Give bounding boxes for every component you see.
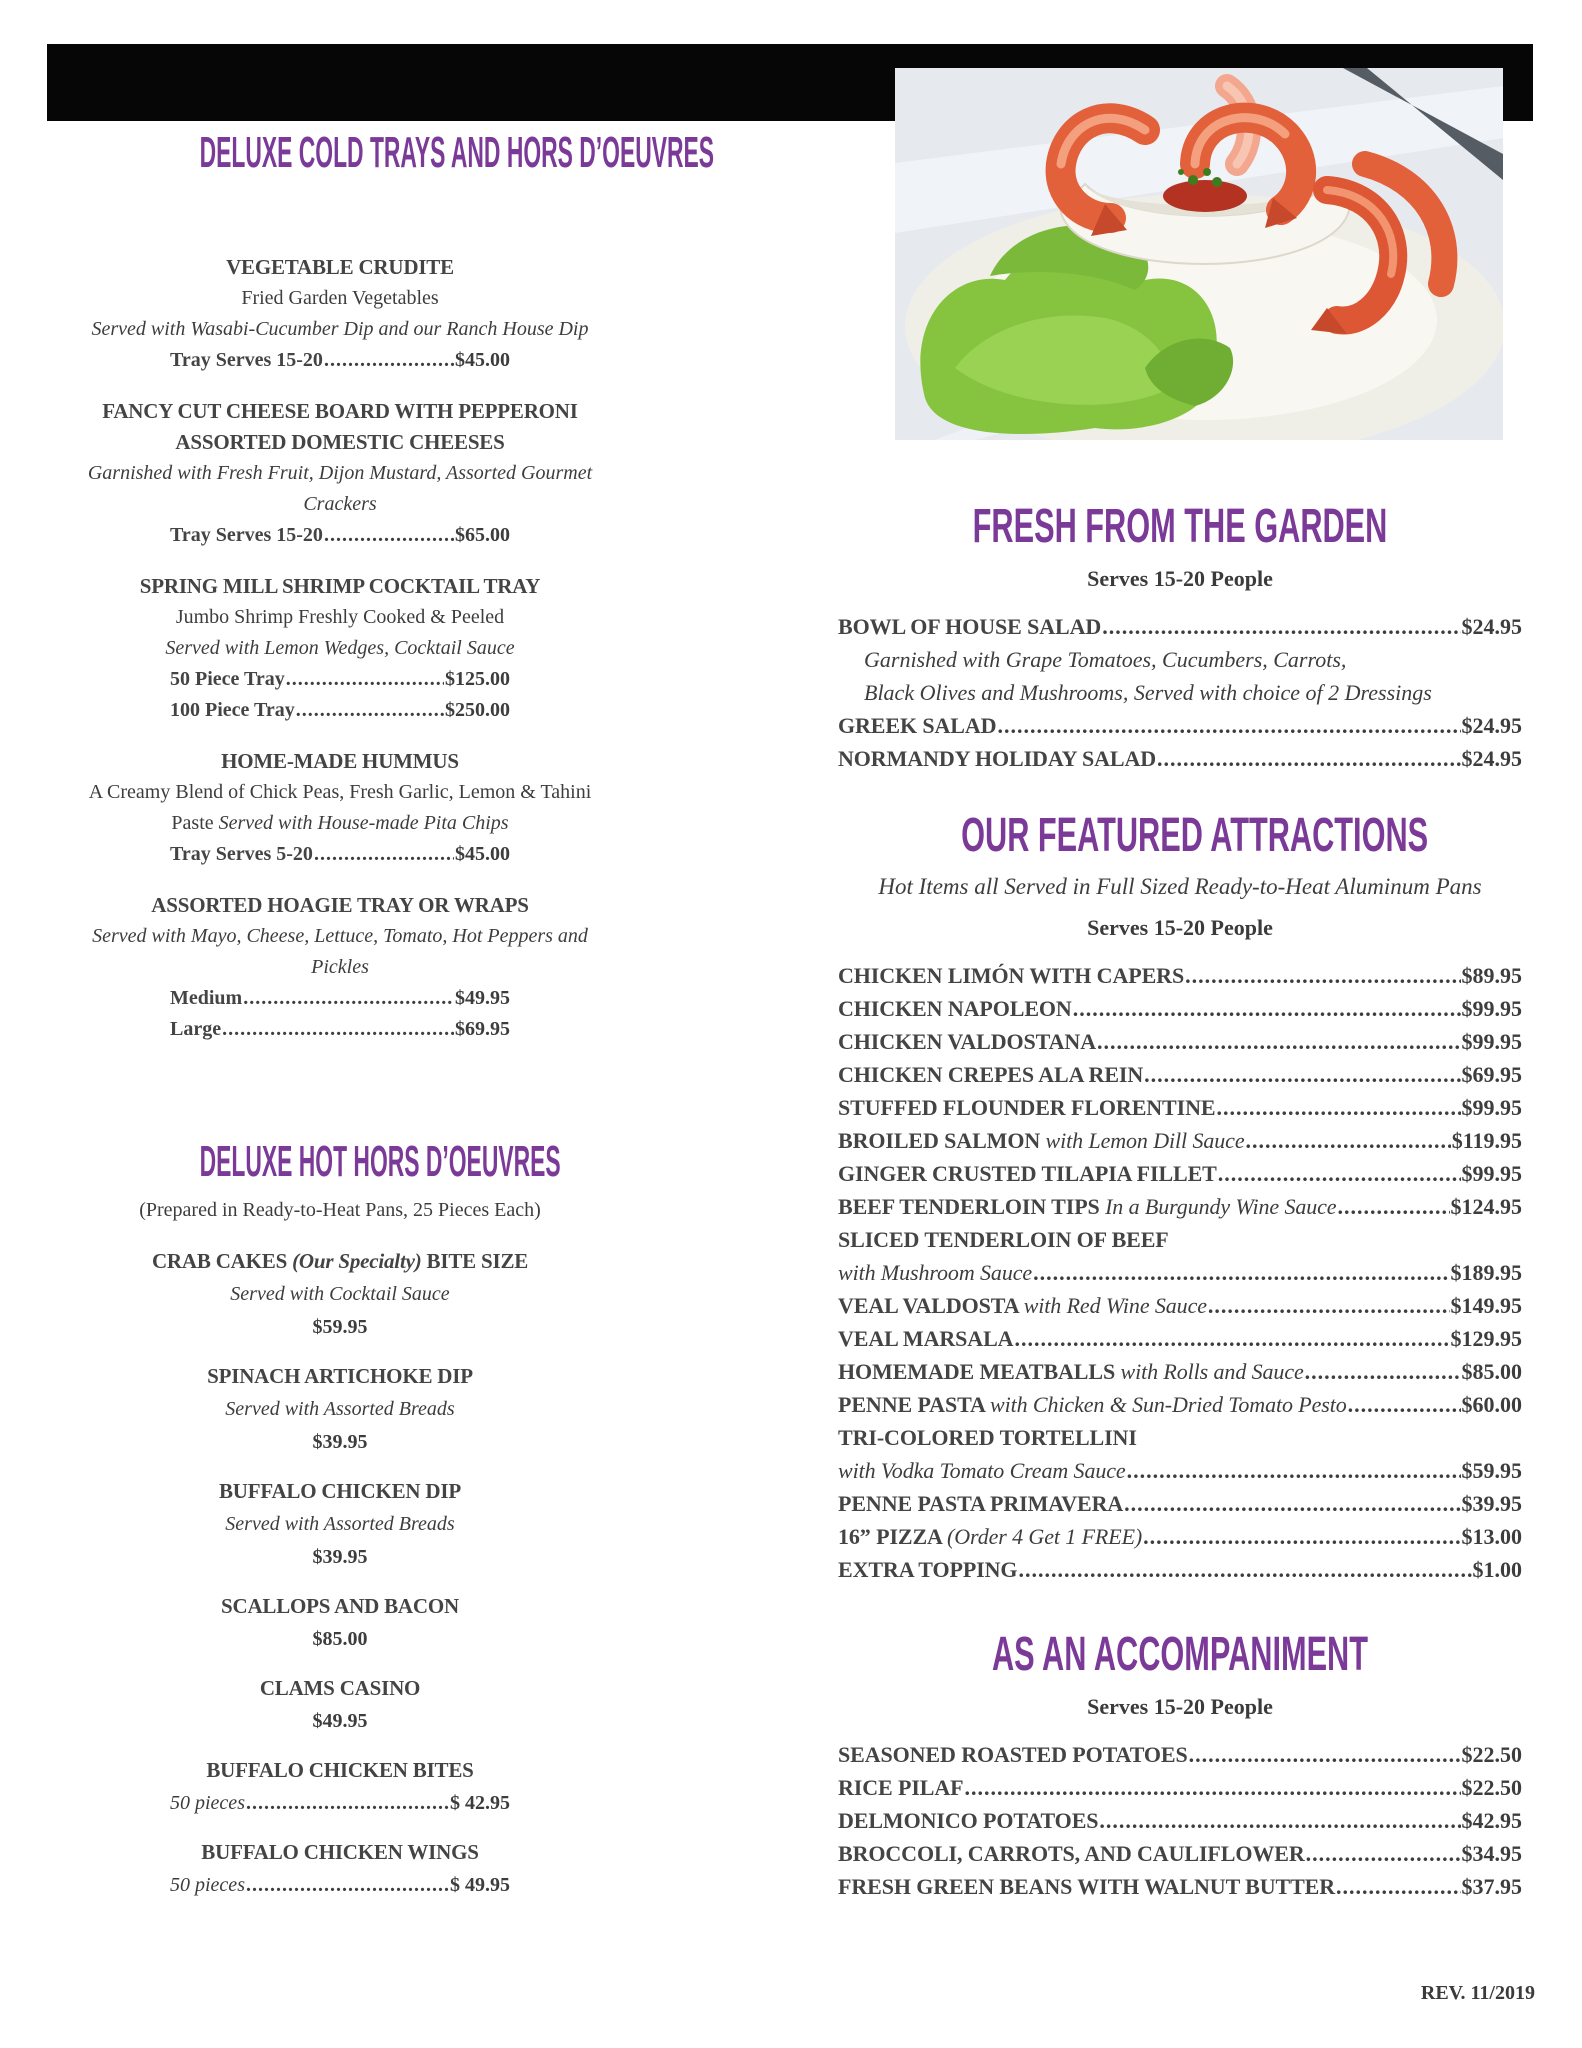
- item-label: [170, 1869, 245, 1902]
- price-row: [170, 345, 510, 376]
- price-row: [838, 610, 1522, 643]
- section-note: (Prepared in Ready-to-Heat Pans, 25 Pieces Each): [139, 1199, 541, 1221]
- text-part: VEAL MARSALA: [838, 1326, 1014, 1351]
- price-row: [838, 992, 1522, 1025]
- item-price: $24.95: [1461, 614, 1522, 639]
- dot-leader: [1018, 1553, 1471, 1586]
- item-label: [838, 1190, 1336, 1223]
- dot-leader: [314, 839, 454, 870]
- item-label: [838, 1487, 1123, 1520]
- section-accompaniment: [838, 1628, 1522, 1903]
- text-part: with Chicken & Sun-Dried Tomato Pesto: [990, 1392, 1347, 1417]
- text-part: CHICKEN VALDOSTANA: [838, 1029, 1096, 1054]
- item-description: Served with Assorted Breads: [225, 1398, 455, 1420]
- item-price: $45.00: [455, 349, 510, 371]
- price-row: [838, 1289, 1522, 1322]
- text-part: BROCCOLI, CARROTS, AND CAULIFLOWER: [838, 1841, 1305, 1866]
- text-part: FRESH GREEN BEANS WITH WALNUT BUTTER: [838, 1874, 1336, 1899]
- dot-leader: [324, 520, 454, 551]
- item-price: $1.00: [1472, 1557, 1522, 1582]
- text-part: with Vodka Tomato Cream Sauce: [838, 1458, 1126, 1483]
- item-price: $34.95: [1461, 1841, 1522, 1866]
- section-title-hot-hors: DELUXE HOT HORS D’OEUVRES: [199, 1137, 561, 1186]
- text-part: with Red Wine Sauce: [1023, 1293, 1207, 1318]
- text-part: 50 Piece Tray: [170, 668, 285, 690]
- text-part: SEASONED ROASTED POTATOES: [838, 1742, 1188, 1767]
- item-label: [170, 520, 323, 551]
- section-title-cold-trays: DELUXE COLD TRAYS AND HORS D’OEUVRES: [199, 128, 715, 177]
- accompaniment-item-list: [838, 1738, 1522, 1903]
- item-description: Garnished with Fresh Fruit, Dijon Mustard, Assorted Gourmet: [87, 462, 593, 484]
- text-part: 50 pieces: [170, 1792, 245, 1814]
- text-part: NORMANDY HOLIDAY SALAD: [838, 746, 1157, 771]
- text-part: (Our Specialty): [292, 1249, 422, 1273]
- text-part: STUFFED FLOUNDER FLORENTINE: [838, 1095, 1216, 1120]
- item-price: $60.00: [1461, 1392, 1522, 1417]
- item-label: [170, 664, 285, 695]
- text-part: TRI-COLORED TORTELLINI: [838, 1425, 1137, 1450]
- text-part: GREEK SALAD: [838, 713, 997, 738]
- item-label: [838, 1256, 1032, 1289]
- item-description: Pickles: [311, 956, 369, 978]
- text-part: Tray Serves 5-20: [170, 843, 313, 865]
- item-description: Garnished with Grape Tomatoes, Cucumbers, Carrots,: [864, 647, 1347, 672]
- item-price: $22.50: [1461, 1775, 1522, 1800]
- item-price: $39.95: [312, 1431, 368, 1453]
- dot-leader: [1306, 1837, 1461, 1870]
- item-label: [838, 1322, 1013, 1355]
- item-description: Black Olives and Mushrooms, Served with choice of 2 Dressings: [864, 680, 1432, 705]
- price-row: [838, 1355, 1522, 1388]
- text-part: RICE PILAF: [838, 1775, 964, 1800]
- price-row: [838, 1025, 1522, 1058]
- price-row: [838, 1124, 1522, 1157]
- item-label: [838, 709, 996, 742]
- item-price: $13.00: [1461, 1524, 1522, 1549]
- item-name: BUFFALO CHICKEN DIP: [219, 1479, 461, 1503]
- price-row: [170, 839, 510, 870]
- item-price: $39.95: [312, 1546, 368, 1568]
- dot-leader: [1143, 1520, 1460, 1553]
- price-row: [838, 1157, 1522, 1190]
- hot-hors-item-list: [70, 1245, 610, 1902]
- item-name: HOME-MADE HUMMUS: [221, 749, 459, 773]
- item-price: $149.95: [1450, 1293, 1522, 1318]
- dot-leader: [1336, 1870, 1460, 1903]
- item-price: $69.95: [455, 1018, 510, 1040]
- item-description: [70, 808, 610, 839]
- item-price: $99.95: [1461, 996, 1522, 1021]
- price-row: [838, 1256, 1522, 1289]
- item-label: [170, 345, 323, 376]
- item-description: Served with Lemon Wedges, Cocktail Sauce: [165, 637, 515, 659]
- item-price: $49.95: [455, 987, 510, 1009]
- text-part: HOMEMADE MEATBALLS: [838, 1359, 1121, 1384]
- price-row: [838, 1738, 1522, 1771]
- dot-leader: [1124, 1487, 1460, 1520]
- dot-leader: [296, 695, 444, 726]
- item-label: [838, 610, 1101, 643]
- item-label: [838, 1771, 964, 1804]
- item-label: [838, 1804, 1098, 1837]
- garden-item-list: [838, 610, 1522, 775]
- item-label: [838, 1355, 1304, 1388]
- section-hot-hors-doeuvres: [70, 1137, 610, 1902]
- item-price: $42.95: [1461, 1808, 1522, 1833]
- text-part: 50 pieces: [170, 1874, 245, 1896]
- item-price: $24.95: [1461, 746, 1522, 771]
- text-part: Tray Serves 15-20: [170, 524, 323, 546]
- price-row: [838, 1388, 1522, 1421]
- item-label: [838, 1157, 1217, 1190]
- dot-leader: [1305, 1355, 1461, 1388]
- item-name: BUFFALO CHICKEN BITES: [206, 1758, 474, 1782]
- item-description: Served with Cocktail Sauce: [230, 1283, 450, 1305]
- text-part: CRAB CAKES: [151, 1249, 293, 1273]
- text-part: BROILED SALMON: [838, 1128, 1046, 1153]
- price-row: [838, 1058, 1522, 1091]
- item-label: [838, 1058, 1143, 1091]
- text-part: (Order 4 Get 1 FREE): [947, 1524, 1143, 1549]
- revision-note: REV. 11/2019: [1420, 1982, 1535, 2004]
- dot-leader: [222, 1014, 454, 1045]
- item-description: A Creamy Blend of Chick Peas, Fresh Garlic, Lemon & Tahini: [88, 781, 592, 803]
- text-part: CHICKEN LIMÓN WITH CAPERS: [838, 963, 1185, 988]
- section-note: Hot Items all Served in Full Sized Ready-to-Heat Aluminum Pans: [878, 874, 1482, 899]
- item-name: FANCY CUT CHEESE BOARD WITH PEPPERONI: [102, 399, 578, 423]
- text-part: DELMONICO POTATOES: [838, 1808, 1099, 1833]
- item-label: [838, 1124, 1245, 1157]
- price-row: [170, 1869, 510, 1902]
- dot-leader: [965, 1771, 1461, 1804]
- left-column: [70, 128, 715, 1902]
- right-column: [838, 500, 1522, 1903]
- price-row: [170, 983, 510, 1014]
- dot-leader: [1208, 1289, 1450, 1322]
- item-description: Served with Mayo, Cheese, Lettuce, Tomato, Hot Peppers and: [92, 925, 588, 947]
- dot-leader: [1348, 1388, 1461, 1421]
- serves-note: Serves 15-20 People: [1087, 915, 1273, 940]
- price-row: [838, 959, 1522, 992]
- text-part: CHICKEN CREPES ALA REIN: [838, 1062, 1144, 1087]
- item-price: $37.95: [1461, 1874, 1522, 1899]
- text-part: PENNE PASTA PRIMAVERA: [838, 1491, 1124, 1516]
- dot-leader: [1127, 1454, 1461, 1487]
- serves-note: Serves 15-20 People: [1087, 1694, 1273, 1719]
- section-fresh-garden: [838, 500, 1522, 775]
- section-title-featured: OUR FEATURED ATTRACTIONS: [961, 809, 1429, 862]
- item-label: [838, 1421, 1137, 1454]
- item-price: $ 42.95: [450, 1792, 510, 1814]
- item-row: [838, 1223, 1522, 1256]
- item-description: Jumbo Shrimp Freshly Cooked & Peeled: [175, 606, 505, 628]
- price-row: [838, 1322, 1522, 1355]
- dot-leader: [1102, 610, 1460, 643]
- dot-leader: [1216, 1091, 1460, 1124]
- dot-leader: [1097, 1025, 1461, 1058]
- item-price: $69.95: [1461, 1062, 1522, 1087]
- item-label: [838, 1289, 1207, 1322]
- cocktail-sauce: [1163, 180, 1247, 212]
- text-part: with Rolls and Sauce: [1120, 1359, 1304, 1384]
- price-row: [170, 664, 510, 695]
- text-part: BEEF TENDERLOIN TIPS: [838, 1194, 1106, 1219]
- item-price: $124.95: [1450, 1194, 1522, 1219]
- shrimp-cocktail-photo: [895, 68, 1503, 440]
- text-part: Served with House-made Pita Chips: [218, 812, 509, 834]
- item-price: $22.50: [1461, 1742, 1522, 1767]
- text-part: Tray Serves 15-20: [170, 349, 323, 371]
- item-row: [838, 1421, 1522, 1454]
- section-featured-attractions: [838, 809, 1522, 1586]
- dot-leader: [1033, 1256, 1449, 1289]
- dot-leader: [1218, 1157, 1461, 1190]
- text-part: EXTRA TOPPING: [838, 1557, 1018, 1582]
- item-price: $65.00: [455, 524, 510, 546]
- item-price: $39.95: [1461, 1491, 1522, 1516]
- text-part: Large: [170, 1018, 222, 1040]
- price-row: [838, 1771, 1522, 1804]
- dot-leader: [997, 709, 1460, 742]
- item-name: VEGETABLE CRUDITE: [226, 255, 454, 279]
- dot-leader: [1157, 742, 1460, 775]
- dot-leader: [1073, 992, 1461, 1025]
- item-description: Crackers: [303, 493, 377, 515]
- text-part: with Mushroom Sauce: [838, 1260, 1033, 1285]
- text-part: Paste: [171, 812, 219, 834]
- price-row: [170, 695, 510, 726]
- featured-item-list: [838, 959, 1522, 1586]
- item-name: ASSORTED HOAGIE TRAY OR WRAPS: [151, 893, 529, 917]
- price-row: [838, 1091, 1522, 1124]
- item-name: ASSORTED DOMESTIC CHEESES: [175, 430, 505, 454]
- text-part: GINGER CRUSTED TILAPIA FILLET: [838, 1161, 1217, 1186]
- dot-leader: [324, 345, 454, 376]
- text-part: In a Burgundy Wine Sauce: [1105, 1194, 1337, 1219]
- item-label: [838, 959, 1184, 992]
- dot-leader: [286, 664, 444, 695]
- item-price: $89.95: [1461, 963, 1522, 988]
- text-part: SLICED TENDERLOIN OF BEEF: [838, 1227, 1169, 1252]
- item-label: [838, 1454, 1126, 1487]
- item-label: [838, 992, 1072, 1025]
- price-row: [170, 520, 510, 551]
- item-price: $189.95: [1450, 1260, 1522, 1285]
- text-part: VEAL VALDOSTA: [838, 1293, 1024, 1318]
- price-row: [838, 1454, 1522, 1487]
- item-price: $85.00: [1461, 1359, 1522, 1384]
- price-row: [838, 1553, 1522, 1586]
- text-part: 16” PIZZA: [838, 1524, 948, 1549]
- item-price: $ 49.95: [450, 1874, 510, 1896]
- item-label: [838, 1553, 1017, 1586]
- text-part: CHICKEN NAPOLEON: [838, 996, 1072, 1021]
- price-row: [838, 1804, 1522, 1837]
- item-label: [838, 1870, 1335, 1903]
- text-part: PENNE PASTA: [838, 1392, 991, 1417]
- item-price: $49.95: [312, 1710, 368, 1732]
- item-label: [838, 1738, 1188, 1771]
- item-description: Served with Assorted Breads: [225, 1513, 455, 1535]
- item-label: [170, 1787, 245, 1820]
- dot-leader: [1014, 1322, 1449, 1355]
- text-part: BITE SIZE: [421, 1249, 529, 1273]
- dot-leader: [1246, 1124, 1451, 1157]
- serves-note: Serves 15-20 People: [1087, 566, 1273, 591]
- dot-leader: [243, 983, 454, 1014]
- item-description: Served with Wasabi-Cucumber Dip and our Ranch House Dip: [91, 318, 589, 340]
- item-price: $85.00: [312, 1628, 368, 1650]
- price-row: [838, 1487, 1522, 1520]
- price-row: [838, 1870, 1522, 1903]
- dot-leader: [1337, 1190, 1449, 1223]
- item-label: [838, 1091, 1215, 1124]
- item-name: SPRING MILL SHRIMP COCKTAIL TRAY: [139, 574, 541, 598]
- item-label: [838, 1025, 1096, 1058]
- item-label: [838, 1837, 1305, 1870]
- price-row: [170, 1014, 510, 1045]
- item-price: $125.00: [445, 668, 510, 690]
- cold-trays-item-list: [70, 252, 610, 1045]
- item-label: [170, 983, 242, 1014]
- text-part: with Lemon Dill Sauce: [1045, 1128, 1245, 1153]
- item-label: [170, 1014, 221, 1045]
- price-row: [838, 709, 1522, 742]
- item-label: [838, 1520, 1142, 1553]
- item-name: [70, 1245, 610, 1278]
- section-title-accompaniment: AS AN ACCOMPANIMENT: [991, 1628, 1369, 1681]
- dot-leader: [246, 1787, 449, 1820]
- price-row: [170, 1787, 510, 1820]
- price-row: [838, 742, 1522, 775]
- item-price: $99.95: [1461, 1095, 1522, 1120]
- dot-leader: [1185, 959, 1460, 992]
- item-price: $250.00: [445, 699, 510, 721]
- item-price: $59.95: [1461, 1458, 1522, 1483]
- section-title-fresh-garden: FRESH FROM THE GARDEN: [972, 500, 1388, 553]
- item-price: $24.95: [1461, 713, 1522, 738]
- section-cold-trays: [70, 128, 715, 1045]
- text-part: Medium: [170, 987, 243, 1009]
- item-label: [838, 742, 1156, 775]
- item-name: CLAMS CASINO: [259, 1676, 421, 1700]
- item-price: $99.95: [1461, 1161, 1522, 1186]
- shrimp-cocktail-illustration: [895, 68, 1503, 440]
- dot-leader: [1099, 1804, 1460, 1837]
- item-name: BUFFALO CHICKEN WINGS: [201, 1840, 479, 1864]
- item-price: $99.95: [1461, 1029, 1522, 1054]
- item-name: SCALLOPS AND BACON: [221, 1594, 459, 1618]
- price-row: [838, 1520, 1522, 1553]
- price-row: [838, 1837, 1522, 1870]
- dot-leader: [246, 1869, 449, 1902]
- text-part: 100 Piece Tray: [170, 699, 295, 721]
- item-price: $119.95: [1451, 1128, 1522, 1153]
- text-part: BOWL OF HOUSE SALAD: [838, 614, 1102, 639]
- dot-leader: [1189, 1738, 1461, 1771]
- item-name: SPINACH ARTICHOKE DIP: [207, 1364, 473, 1388]
- item-price: $45.00: [455, 843, 510, 865]
- item-label: [170, 839, 313, 870]
- dot-leader: [1144, 1058, 1460, 1091]
- item-price: $129.95: [1450, 1326, 1522, 1351]
- item-label: [838, 1388, 1347, 1421]
- item-label: [170, 695, 295, 726]
- item-label: [838, 1223, 1169, 1256]
- item-description: Fried Garden Vegetables: [241, 287, 439, 309]
- price-row: [838, 1190, 1522, 1223]
- item-price: $59.95: [312, 1316, 368, 1338]
